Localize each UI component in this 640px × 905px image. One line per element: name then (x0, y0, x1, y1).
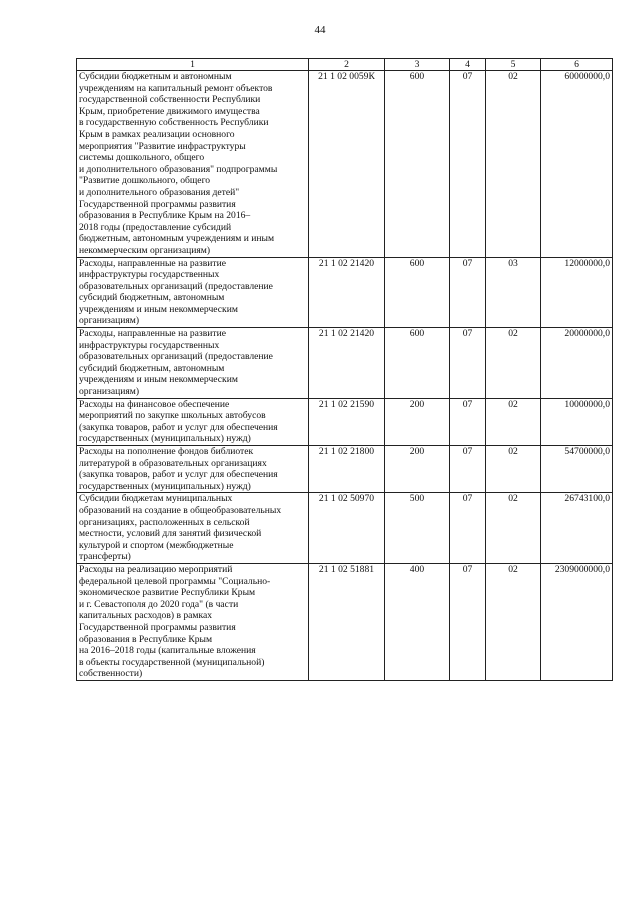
expense-name: Расходы, направленные на развитие инфраструктуры государственных образовательных организаций (предоставление субсидий бюджетным, автономным учреждениям и иным некоммерческим организациям) (77, 328, 309, 399)
table-row (77, 71, 613, 258)
amount: 2309000000,0 (541, 563, 613, 680)
section-code: 07 (450, 328, 486, 399)
expense-type-code: 500 (385, 493, 450, 564)
amount: 20000000,0 (541, 328, 613, 399)
subsection-code: 02 (486, 563, 541, 680)
column-header-3: 3 (385, 59, 450, 71)
table-row (77, 563, 613, 680)
expense-name: Расходы, направленные на развитие инфраструктуры государственных образовательных организаций (предоставление субсидий бюджетным, автономным учреждениям и иным некоммерческим организациям) (77, 257, 309, 328)
subsection-code: 02 (486, 328, 541, 399)
target-article-code: 21 1 02 50970 (309, 493, 385, 564)
target-article-code: 21 1 02 51881 (309, 563, 385, 680)
amount: 26743100,0 (541, 493, 613, 564)
target-article-code: 21 1 02 21590 (309, 398, 385, 445)
expense-type-code: 600 (385, 257, 450, 328)
target-article-code: 21 1 02 21420 (309, 257, 385, 328)
column-number-row (77, 59, 613, 71)
section-code: 07 (450, 71, 486, 258)
section-code: 07 (450, 563, 486, 680)
section-code: 07 (450, 493, 486, 564)
budget-table (76, 58, 613, 681)
amount: 10000000,0 (541, 398, 613, 445)
expense-name: Расходы на финансовое обеспечение мероприятий по закупке школьных автобусов (закупка товаров, работ и услуг для обеспечения государственных (муниципальных) нужд) (77, 398, 309, 445)
amount: 54700000,0 (541, 446, 613, 493)
subsection-code: 03 (486, 257, 541, 328)
expense-type-code: 200 (385, 398, 450, 445)
table-row (77, 398, 613, 445)
target-article-code: 21 1 02 0059К (309, 71, 385, 258)
subsection-code: 02 (486, 493, 541, 564)
section-code: 07 (450, 398, 486, 445)
table-row (77, 446, 613, 493)
expense-name: Расходы на пополнение фондов библиотек литературой в образовательных организациях (закупка товаров, работ и услуг для обеспечения государственных (муниципальных) нужд) (77, 446, 309, 493)
expense-type-code: 200 (385, 446, 450, 493)
table-row (77, 257, 613, 328)
expense-type-code: 600 (385, 71, 450, 258)
target-article-code: 21 1 02 21420 (309, 328, 385, 399)
subsection-code: 02 (486, 71, 541, 258)
subsection-code: 02 (486, 446, 541, 493)
table-row (77, 328, 613, 399)
expense-name: Расходы на реализацию мероприятий федеральной целевой программы "Социально- экономическое развитие Республики Крым и г. Севастополя до 2020 года" (в части капитальных расходов) в рамках Государственной программы развития образования в Республике Крым на 2016–2018 годы (капитальные вложения в объекты государственной (муниципальной) собственности) (77, 563, 309, 680)
expense-type-code: 400 (385, 563, 450, 680)
subsection-code: 02 (486, 398, 541, 445)
expense-name: Субсидии бюджетным и автономным учреждениям на капитальный ремонт объектов государственной собственности Республики Крым, приобретение движимого имущества в государственную собственность Республики Крым в рамках реализации основного мероприятия "Развитие инфраструктуры системы дошкольного, общего и дополнительного образования" подпрограммы "Развитие дошкольного, общего и дополнительного образования детей" Государственной программы развития образования в Республике Крым на 2016– 2018 годы (предоставление субсидий бюджетным, автономным учреждениям и иным некоммерческим организациям) (77, 71, 309, 258)
column-header-1: 1 (77, 59, 309, 71)
column-header-6: 6 (541, 59, 613, 71)
column-header-5: 5 (486, 59, 541, 71)
expense-name: Субсидии бюджетам муниципальных образований на создание в общеобразовательных организациях, расположенных в сельской местности, условий для занятий физической культурой и спортом (межбюджетные трансферты) (77, 493, 309, 564)
column-header-2: 2 (309, 59, 385, 71)
table-row (77, 493, 613, 564)
target-article-code: 21 1 02 21800 (309, 446, 385, 493)
amount: 12000000,0 (541, 257, 613, 328)
amount: 60000000,0 (541, 71, 613, 258)
column-header-4: 4 (450, 59, 486, 71)
page-number: 44 (314, 24, 326, 36)
section-code: 07 (450, 446, 486, 493)
expense-type-code: 600 (385, 328, 450, 399)
section-code: 07 (450, 257, 486, 328)
